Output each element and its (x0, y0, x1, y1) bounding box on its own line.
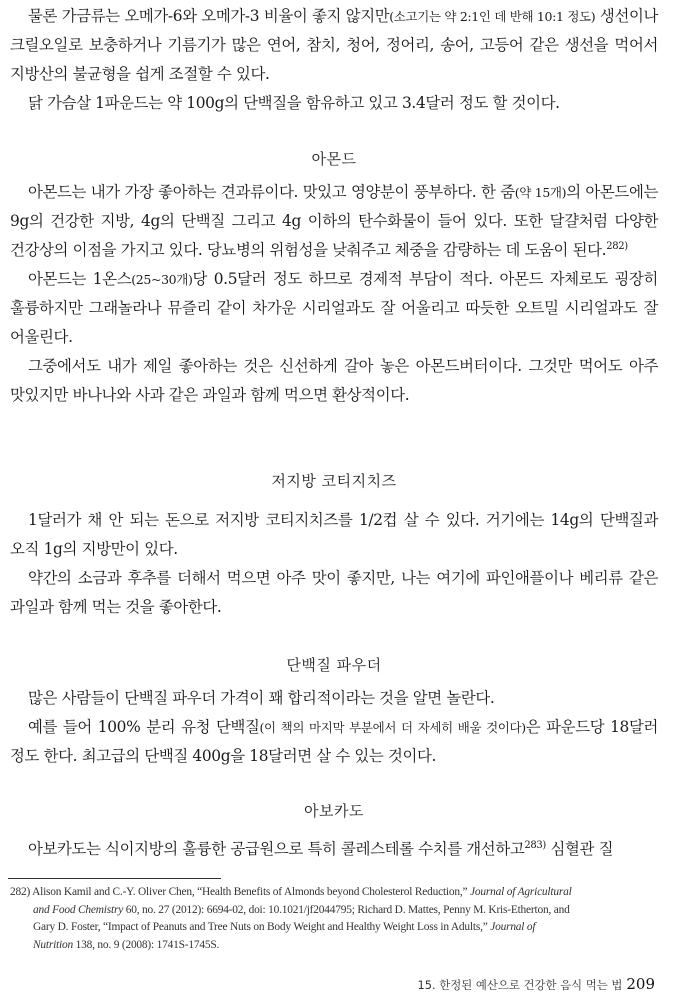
almond-paragraph-3: 그중에서도 내가 제일 좋아하는 것은 신선하게 갈아 놓은 아몬드버터이다. 그것만 먹어도 아주 맛있지만 바나나와 사과 같은 과일과 함께 먹으면 환상적이다. (10, 357, 658, 404)
footnote-line: Nutrition 138, no. 9 (2008): 1741S-1745S. (33, 938, 220, 951)
running-footer (417, 975, 655, 993)
footnote-line: Gary D. Foster, “Impact of Peanuts and Tree Nuts on Body Weight and Healthy Weight Loss in Adults,” Journal of (33, 921, 536, 933)
cottage-paragraph-1: 1달러가 채 안 되는 돈으로 저지방 코티지치즈를 1/2컵 살 수 있다. 거기에는 14g의 단백질과 오직 1g의 지방만이 있다. (10, 511, 658, 558)
protein-paragraph-2: 예를 들어 100% 분리 유청 단백질(이 책의 마지막 부분에서 더 자세히 배울 것이다)은 파운드당 18달러 정도 한다. 최고급의 단백질 400g을 18달러면 살 수 있는 것이다. (10, 718, 658, 765)
footnote-divider (8, 878, 221, 879)
intro-paragraph-2: 닭 가슴살 1파운드는 약 100g의 단백질을 함유하고 있고 3.4달러 정도 할 것이다. (28, 94, 560, 112)
chapter-title: 15. 한정된 예산으로 건강한 음식 먹는 법 (417, 978, 623, 992)
page-number: 209 (626, 975, 655, 993)
heading-protein-powder: 단백질 파우더 (286, 656, 382, 674)
almond-section (10, 178, 658, 410)
footnote-ref-283: 283) (524, 840, 546, 851)
almond-paragraph-2: 아몬드는 1온스(25~30개)당 0.5달러 정도 하므로 경제적 부담이 적다. 아몬드 자체로도 굉장히 훌륭하지만 그래놀라나 뮤즐리 같이 차가운 시리얼과도 잘 어울리고 따듯한 오트밀 시리얼과도 잘 어울린다. (10, 270, 658, 346)
footnote-line: 282) Alison Kamil and C.-Y. Oliver Chen, “Health Benefits of Almonds beyond Cholesterol Reduction,” Journal of Agricultural (10, 886, 572, 898)
footnote-ref-282: 282) (606, 241, 628, 252)
heading-almond: 아몬드 (311, 150, 357, 168)
protein-section (10, 684, 658, 771)
avocado-paragraph-1: 아보카도는 식이지방의 훌륭한 공급원으로 특히 콜레스테롤 수치를 개선하고$^{283)}$ 심혈관 질 (28, 840, 614, 858)
almond-paragraph-1: 아몬드는 내가 가장 좋아하는 견과류이다. 맛있고 영양분이 풍부하다. 한 줌(약 15개)의 아몬드에는 9g의 건강한 지방, 4g의 단백질 그리고 4g 이하의 탄수화물이 들어 있다. 또한 달걀처럼 다양한 건강상의 이점을 가지고 있다. 당뇨병의 위험성을 낮춰주고 체중을 감량하는 데 도움이 된다.$^{282)}$ (10, 183, 658, 259)
heading-cottage-cheese: 저지방 코티지치즈 (271, 472, 397, 490)
footnote-282 (10, 884, 658, 954)
cottage-paragraph-2: 약간의 소금과 후추를 더해서 먹으면 아주 맛이 좋지만, 나는 여기에 파인애플이나 베리류 같은 과일과 함께 먹는 것을 좋아한다. (10, 569, 658, 616)
intro-section (10, 2, 658, 118)
footnote-line: and Food Chemistry 60, no. 27 (2012): 6694-02, doi: 10.1021/jf2044795; Richard D. Mattes, Penny M. Kris-Etherton, and (33, 903, 570, 916)
cottage-section (10, 506, 658, 622)
heading-avocado: 아보카도 (304, 802, 364, 820)
avocado-section (10, 835, 658, 864)
intro-paragraph-1: 물론 가금류는 오메가-6와 오메가-3 비율이 좋지 않지만(소고기는 약 2:1인 데 반해 10:1 정도) 생선이나 크릴오일로 보충하거나 기름기가 많은 연어, 참치, 청어, 정어리, 송어, 고등어 같은 생선을 먹어서 지방산의 불균형을 쉽게 조절할 수 있다. (10, 7, 658, 83)
protein-paragraph-1: 많은 사람들이 단백질 파우더 가격이 꽤 합리적이라는 것을 알면 놀란다. (28, 689, 495, 707)
